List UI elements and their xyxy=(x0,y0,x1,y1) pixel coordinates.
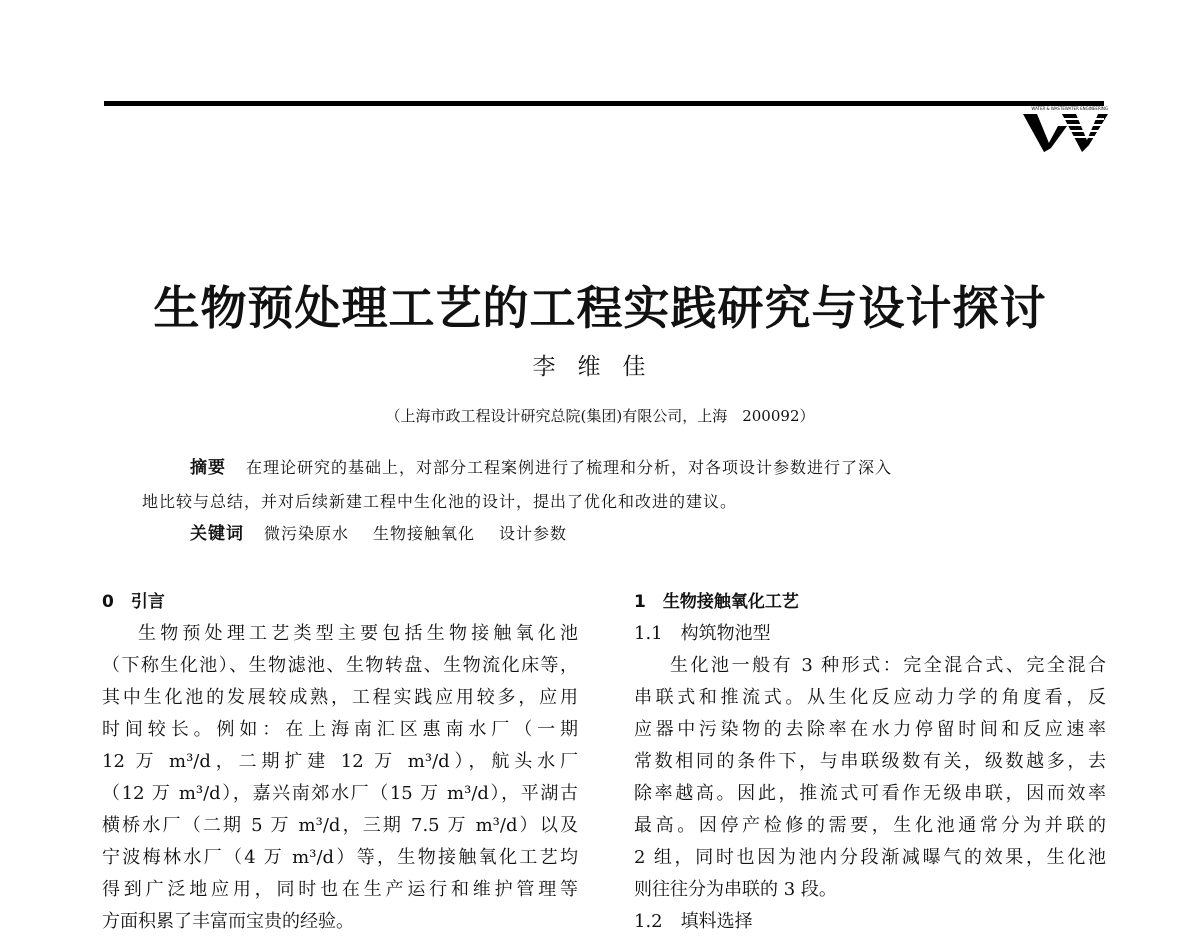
abstract-line xyxy=(142,485,1072,518)
body-text-line: 生化池一般有 3 种形式：完全混合式、完全混合 xyxy=(670,655,1106,676)
author-affiliation: （上海市政工程设计研究总院(集团)有限公司，上海 200092） xyxy=(385,407,815,425)
body-text-line: 方面积累了丰富而宝贵的经验。 xyxy=(102,911,354,932)
abstract-text-line-2: 地比较与总结，并对后续新建工程中生化池的设计，提出了优化和改进的建议。 xyxy=(142,492,738,511)
keyword-item: 微污染原水 xyxy=(264,524,350,543)
journal-w-logo-icon xyxy=(1022,112,1108,154)
body-text-line: 应器中污染物的去除率在水力停留时间和反应速率 xyxy=(634,719,1106,740)
abstract-line xyxy=(142,451,1072,485)
body-text-line: 串联式和推流式。从生化反应动力学的角度看，反 xyxy=(634,687,1106,708)
body-text-line: 12 万 m³/d，二期扩建 12 万 m³/d），航头水厂 xyxy=(102,751,578,772)
subheading-filler-selection: 1.2 填料选择 xyxy=(634,911,753,932)
body-text-line: 则往往分为串联的 3 段。 xyxy=(634,879,837,900)
body-text-line: 生物预处理工艺类型主要包括生物接触氧化池 xyxy=(138,623,578,644)
keyword-item: 设计参数 xyxy=(499,524,568,543)
body-text-line: 除率越高。因此，推流式可看作无级串联，因而效率 xyxy=(634,783,1106,804)
header-rule xyxy=(104,101,1104,106)
abstract-label: 摘要 xyxy=(190,458,226,478)
abstract-text-line-1: 在理论研究的基础上，对部分工程案例进行了梳理和分析，对各项设计参数进行了深入 xyxy=(246,458,893,477)
body-text-line: 2 组，同时也因为池内分段渐减曝气的效果，生化池 xyxy=(634,847,1106,868)
body-text-line: 其中生化池的发展较成熟，工程实践应用较多，应用 xyxy=(102,687,578,708)
body-text-line: 横桥水厂（二期 5 万 m³/d，三期 7.5 万 m³/d）以及 xyxy=(102,815,578,836)
body-text-line: （下称生化池）、生物滤池、生物转盘、生物流化床等， xyxy=(102,655,578,676)
keywords-block xyxy=(190,517,1070,551)
body-text-line: （12 万 m³/d），嘉兴南郊水厂（15 万 m³/d），平湖古 xyxy=(102,783,578,804)
body-text-line: 常数相同的条件下，与串联级数有关，级数越多，去 xyxy=(634,751,1106,772)
journal-masthead xyxy=(1022,106,1108,154)
subheading-structure-type: 1.1 构筑物池型 xyxy=(634,623,771,644)
author-name: 李维佳 xyxy=(532,354,668,380)
body-text-line: 最高。因停产检修的需要，生化池通常分为并联的 xyxy=(634,815,1106,836)
section-heading-biological-contact-oxidation: 1 生物接触氧化工艺 xyxy=(634,592,799,612)
body-text-line: 宁波梅林水厂（4 万 m³/d）等，生物接触氧化工艺均 xyxy=(102,847,578,868)
left-column xyxy=(102,586,578,938)
journal-small-text: WATER & WASTEWATER ENGINEERING xyxy=(1031,106,1108,111)
body-text-line: 时间较长。例如：在上海南汇区惠南水厂（一期 xyxy=(102,719,578,740)
paper-title: 生物预处理工艺的工程实践研究与设计探讨 xyxy=(153,281,1047,335)
section-heading-introduction: 0 引言 xyxy=(102,592,165,612)
abstract-block xyxy=(142,451,1072,518)
right-column xyxy=(634,586,1106,938)
keywords-label: 关键词 xyxy=(190,524,244,544)
body-text-line: 得到广泛地应用，同时也在生产运行和维护管理等 xyxy=(102,879,578,900)
keyword-item: 生物接触氧化 xyxy=(373,524,476,543)
